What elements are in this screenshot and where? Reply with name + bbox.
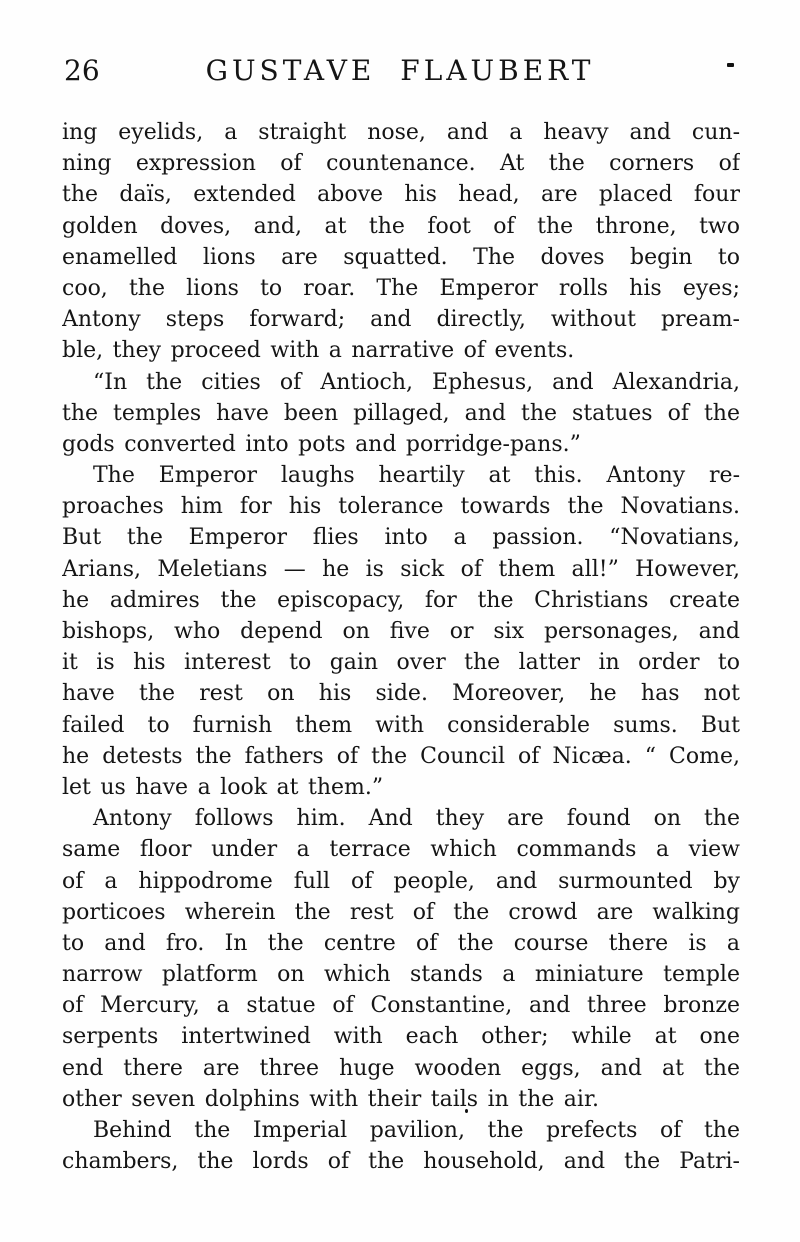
text-line: Behind the Imperial pavilion, the prefects of the [93, 1118, 740, 1143]
text-line: he detests the fathers of the Council of Nicæa. “ Come, [62, 743, 740, 769]
text-line: ble, they proceed with a narrative of events. [62, 338, 575, 364]
text-line: enamelled lions are squatted. The doves begin to [62, 244, 740, 270]
text-line: Antony follows him. And they are found on the [93, 806, 740, 832]
page-body [62, 117, 740, 1177]
text-line: to and fro. In the centre of the course there is a [62, 930, 740, 956]
text-line: gods converted into pots and porridge-pans.” [62, 431, 581, 457]
text-line: of Mercury, a statue of Constantine, and three bronze [62, 993, 740, 1019]
text-line: Antony steps forward; and directly, without pream- [62, 307, 740, 333]
text-line: bishops, who depend on five or six personages, and [62, 619, 740, 644]
text-line: porticoes wherein the rest of the crowd are walking [62, 899, 740, 925]
text-line: the temples have been pillaged, and the statues of the [62, 400, 740, 426]
text-line: golden doves, and, at the foot of the throne, two [62, 213, 740, 239]
text-line: the daïs, extended above his head, are placed four [62, 182, 740, 208]
text-line: ning expression of countenance. At the corners of [62, 151, 740, 177]
text-line: But the Emperor flies into a passion. “Novatians, [62, 525, 740, 551]
text-line: “In the cities of Antioch, Ephesus, and Alexandria, [93, 369, 740, 395]
text-line: same floor under a terrace which commands a view [62, 837, 740, 863]
text-line: narrow platform on which stands a miniature temple [62, 962, 740, 988]
text-line: let us have a look at them.” [62, 774, 384, 800]
text-line: The Emperor laughs heartily at this. Antony re- [93, 463, 740, 489]
page-number: 26 [64, 54, 100, 87]
text-line: of a hippodrome full of people, and surmounted by [62, 868, 740, 894]
text-line: it is his interest to gain over the latter in order to [62, 650, 740, 676]
ink-speck-top-right [727, 63, 734, 67]
text-line: ing eyelids, a straight nose, and a heavy and cun- [62, 120, 740, 145]
text-line: he admires the episcopacy, for the Christians create [62, 587, 740, 613]
text-line: other seven dolphins with their tails in the air. [62, 1086, 600, 1112]
text-line: coo, the lions to roar. The Emperor rolls his eyes; [62, 275, 740, 301]
text-line: failed to furnish them with considerable sums. But [62, 712, 740, 738]
running-title: GUSTAVE FLAUBERT [205, 54, 595, 87]
text-line: Arians, Meletians — he is sick of them all!” However, [62, 556, 740, 582]
text-line: proaches him for his tolerance towards the Novatians. [62, 494, 740, 520]
text-line: chambers, the lords of the household, and the Patri- [62, 1149, 740, 1175]
text-line: have the rest on his side. Moreover, he has not [62, 681, 740, 707]
text-line: end there are three huge wooden eggs, and at the [62, 1055, 740, 1081]
text-line: serpents intertwined with each other; while at one [62, 1024, 740, 1050]
